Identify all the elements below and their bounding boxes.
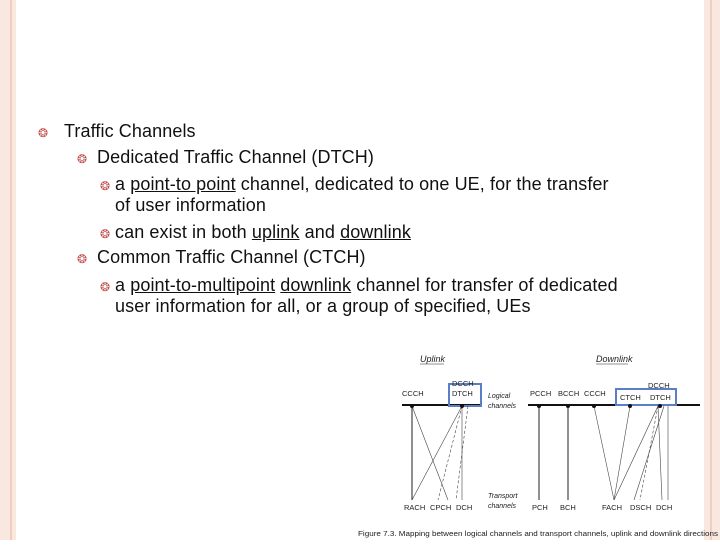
logical-ctch: CTCH <box>620 393 641 402</box>
downlink-title: Downlink <box>596 354 633 364</box>
bullet-dtch-user-info: of user information <box>115 195 266 215</box>
channel-mapping-diagram <box>358 346 720 540</box>
transport-fach: FACH <box>602 503 623 512</box>
text-segment: a <box>115 275 131 295</box>
point-to-multipoint-link[interactable]: point-to-multipoint <box>130 275 276 295</box>
bullet-ctch-user-info: user information for all, or a group of specified, UEs <box>115 296 531 316</box>
logical-dcch-down: DCCH <box>648 381 670 390</box>
logical-dtch-down: DTCH <box>650 393 671 402</box>
sub-bullet-icon: ❂ <box>100 280 111 294</box>
transport-cpch: CPCH <box>430 503 452 512</box>
channel-mapping-figure <box>358 346 720 540</box>
left-frame-rule <box>10 0 12 540</box>
transport-dch-down: DCH <box>656 503 673 512</box>
uplink-title: Uplink <box>420 354 446 364</box>
logical-ccch-down: CCCH <box>584 389 606 398</box>
bullet-dtch-point-to-point <box>115 173 609 195</box>
bullet-traffic-channels: Traffic Channels <box>64 121 196 141</box>
point-to-point-link[interactable]: point-to point <box>130 174 236 194</box>
sub-bullet-icon: ❂ <box>100 227 111 241</box>
bullet-icon: ❂ <box>77 152 88 166</box>
downlink-link[interactable]: downlink <box>340 222 411 242</box>
uplink-link[interactable]: uplink <box>251 222 300 242</box>
logical-pcch: PCCH <box>530 389 552 398</box>
bullet-dtch-uplink-downlink <box>115 221 411 243</box>
left-frame-stripe <box>0 0 16 540</box>
transport-dch-up: DCH <box>456 503 473 512</box>
sub-bullet-icon: ❂ <box>100 179 111 193</box>
bullet-ctch: Common Traffic Channel (CTCH) <box>97 247 366 267</box>
downlink-link[interactable]: downlink <box>280 275 352 295</box>
bullet-dtch: Dedicated Traffic Channel (DTCH) <box>97 147 374 167</box>
text-segment: channel, dedicated to one UE, for the transfer <box>235 174 609 194</box>
figure-caption: Figure 7.3. Mapping between logical channels and transport channels, uplink and downlink directions <box>358 531 719 538</box>
text-segment: and <box>299 222 341 242</box>
logical-ccch-up: CCCH <box>402 389 424 398</box>
logical-dcch-up: DCCH <box>452 379 474 388</box>
transport-label-2: channels <box>488 503 517 510</box>
transport-rach: RACH <box>404 503 426 512</box>
text-segment: can exist in both <box>115 222 252 242</box>
transport-bch: BCH <box>560 503 576 512</box>
transport-dsch: DSCH <box>630 503 652 512</box>
bullet-icon: ❂ <box>38 126 49 140</box>
logical-label-2: channels <box>488 403 517 410</box>
text-segment: a <box>115 174 131 194</box>
bullet-ctch-point-to-multipoint <box>115 274 618 296</box>
text-segment: channel for transfer of dedicated <box>351 275 618 295</box>
transport-label: Transport <box>488 493 518 500</box>
logical-bcch: BCCH <box>558 389 580 398</box>
bullet-icon: ❂ <box>77 252 88 266</box>
transport-pch: PCH <box>532 503 548 512</box>
logical-dtch-up: DTCH <box>452 389 473 398</box>
logical-label: Logical <box>488 393 511 400</box>
